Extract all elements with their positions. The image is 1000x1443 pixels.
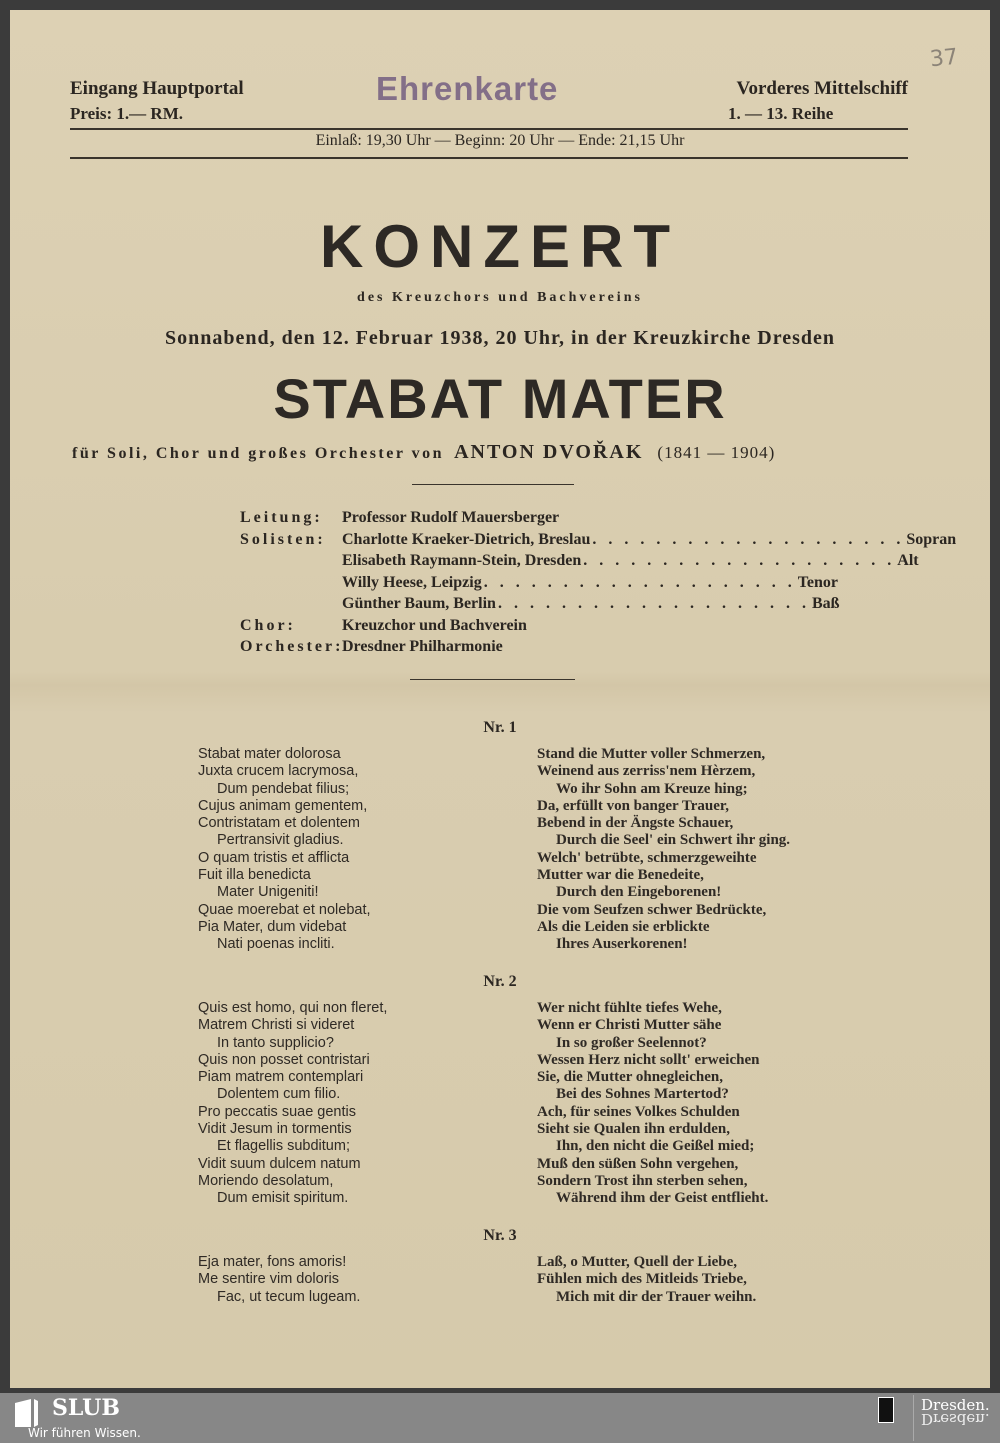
credit-name: Elisabeth Raymann-Stein, Dresden: [342, 552, 582, 569]
verse-line: Dolentem cum filio.: [217, 1086, 341, 1103]
verse-line: Dum emisit spiritum.: [217, 1190, 349, 1207]
instrumentation-line: [72, 441, 775, 464]
credit-name: Charlotte Kraeker-Dietrich, Breslau: [342, 530, 591, 548]
voice-part: Tenor: [797, 573, 838, 591]
verse-line: Mater Unigeniti!: [217, 884, 319, 901]
verse-line: Sondern Trost ihn sterben sehen,: [537, 1172, 748, 1189]
composer-name: ANTON DVOŘAK: [454, 441, 644, 463]
credit-role: Leitung:: [240, 509, 323, 526]
latin-text: [198, 746, 371, 954]
verse-line: Bei des Sohnes Martertod?: [556, 1086, 729, 1103]
dresden-logo-mirror: Dresden.: [921, 1410, 990, 1428]
rows-label: 1. — 13. Reihe: [728, 104, 834, 123]
verse-line: Et flagellis subditum;: [217, 1138, 350, 1155]
credit-role: Solisten:: [240, 530, 326, 548]
ehrenkarte-stamp: Ehrenkarte: [376, 70, 559, 107]
verse-line: Wer nicht fühlte tiefes Wehe,: [537, 1000, 722, 1016]
voice-part: Alt: [897, 552, 919, 569]
verse-line: Ihn, den nicht die Geißel mied;: [556, 1138, 755, 1155]
price-label: Preis: 1.— RM.: [70, 104, 183, 123]
leader-dots: . . . . . . . . . . . . . . . . . . . .: [592, 530, 905, 548]
credit-role: [240, 593, 342, 615]
verse-line: Wo ihr Sohn am Kreuze hing;: [556, 780, 748, 797]
verse-line: Stabat mater dolorosa: [198, 746, 341, 762]
verse-line: Dum pendebat filius;: [217, 780, 350, 797]
verse-line: Da, erfüllt von banger Trauer,: [537, 797, 729, 814]
leader-dots: . . . . . . . . . . . . . . . . . . . .: [497, 595, 810, 612]
divider: [913, 1395, 914, 1441]
credit-entry: [342, 529, 957, 551]
credit-role: Chor:: [240, 616, 296, 634]
verse-line: Stand die Mutter voller Schmerzen,: [537, 746, 766, 762]
verse-line: Mich mit dir der Trauer weihn.: [556, 1288, 757, 1305]
credit-entry: [342, 550, 919, 572]
instrumentation-text: für Soli, Chor und großes Orchester von: [72, 445, 445, 462]
credit-row: [240, 636, 742, 658]
credit-row: [240, 572, 838, 594]
verse-line: Pia Mater, dum videbat: [198, 918, 347, 935]
verse-line: Die vom Seufzen schwer Bedrückte,: [537, 901, 767, 918]
divider: [70, 128, 908, 130]
verse-line: Durch den Eingeborenen!: [556, 884, 722, 901]
verse-line: Moriendo desolatum,: [198, 1172, 334, 1189]
verse-line: Welch' betrübte, schmerzgeweihte: [537, 849, 757, 866]
verse-line: Vidit Jesum in tormentis: [198, 1121, 352, 1138]
divider: [410, 679, 575, 680]
verse-line: Quae moerebat et nolebat,: [198, 901, 371, 918]
latin-text: [198, 1000, 387, 1208]
verse-line: In so großer Seelennot?: [556, 1034, 707, 1051]
verse-line: Vidit suum dulcem natum: [198, 1155, 361, 1172]
credit-row: [240, 529, 957, 551]
verse-line: Eja mater, fons amoris!: [198, 1254, 347, 1270]
verse-line: Fac, ut tecum lugeam.: [217, 1288, 361, 1305]
verse-line: Fuit illa benedicta: [198, 867, 311, 884]
times-line: Einlaß: 19,30 Uhr — Beginn: 20 Uhr — Ende: 21,15 Uhr: [315, 132, 685, 149]
verse-line: Mutter war die Benedeite,: [537, 867, 704, 884]
verse-line: Nati poenas incliti.: [217, 936, 335, 953]
credit-name: Willy Heese, Leipzig: [342, 573, 482, 591]
leader-dots: . . . . . . . . . . . . . . . . . . . .: [483, 573, 796, 591]
verse-line: Pertransivit gladius.: [217, 832, 344, 849]
slub-tagline: Wir führen Wissen.: [28, 1426, 141, 1440]
credit-row: [240, 507, 742, 529]
verse-line: Me sentire vim doloris: [198, 1271, 340, 1288]
credit-role: Orchester:: [240, 638, 344, 655]
divider: [70, 157, 908, 159]
verse-line: Sieht sie Qualen ihn erdulden,: [537, 1121, 730, 1138]
entrance-label: Eingang Hauptportal: [70, 78, 244, 99]
verse-line: Matrem Christi si videret: [198, 1017, 355, 1034]
credits-list: [240, 507, 957, 658]
organizers-line: des Kreuzchors und Bachvereins: [357, 290, 643, 305]
book-icon: [12, 1397, 40, 1429]
credit-role: [240, 550, 342, 572]
section-number: Nr. 1: [483, 719, 517, 736]
section-number: Nr. 2: [483, 973, 517, 990]
verse-line: Juxta crucem lacrymosa,: [198, 763, 359, 780]
verse-line: Ach, für seines Volkes Schulden: [537, 1103, 740, 1120]
verse-line: Contristatam et dolentem: [198, 815, 360, 832]
german-text: [537, 1254, 756, 1306]
credit-entry: [342, 615, 742, 637]
slub-logo[interactable]: SLUB: [52, 1395, 120, 1421]
verse-line: Bebend in der Ängste Schauer,: [537, 815, 734, 832]
verse-line: Piam matrem contemplari: [198, 1069, 364, 1086]
verse-line: Sie, die Mutter ohnegleichen,: [537, 1069, 723, 1086]
seat-area-label: Vorderes Mittelschiff: [736, 78, 908, 99]
credit-row: [240, 615, 742, 637]
verse-line: In tanto supplicio?: [217, 1034, 334, 1051]
voice-part: Sopran: [906, 530, 957, 548]
credit-name: Günther Baum, Berlin: [342, 595, 496, 612]
verse-line: Pro peccatis suae gentis: [198, 1103, 356, 1120]
verse-line: Während ihm der Geist entflieht.: [556, 1190, 769, 1207]
credit-row: [240, 550, 919, 572]
verse-line: Quis non posset contristari: [198, 1051, 370, 1068]
leader-dots: . . . . . . . . . . . . . . . . . . . .: [583, 552, 896, 569]
verse-line: Als die Leiden sie erblickte: [537, 918, 710, 935]
german-text: [537, 746, 790, 954]
voice-part: Baß: [811, 595, 840, 612]
latin-text: [198, 1254, 360, 1306]
verse-line: Cujus animam gementem,: [198, 797, 368, 814]
credit-name: Dresdner Philharmonie: [342, 638, 503, 655]
dresden-logo[interactable]: Dresden.: [921, 1396, 990, 1414]
credit-name: Professor Rudolf Mauersberger: [342, 509, 560, 526]
verse-line: Fühlen mich des Mitleids Triebe,: [537, 1271, 747, 1288]
credit-name: Kreuzchor und Bachverein: [342, 616, 527, 634]
verse-line: Durch die Seel' ein Schwert ihr ging.: [556, 832, 791, 849]
german-text: [537, 1000, 768, 1208]
verse-line: Laß, o Mutter, Quell der Liebe,: [537, 1254, 737, 1270]
credit-role: [240, 572, 342, 594]
credit-entry: [342, 593, 840, 615]
verse-line: Muß den süßen Sohn vergehen,: [537, 1155, 739, 1172]
verse-line: O quam tristis et afflicta: [198, 849, 350, 866]
divider: [412, 484, 574, 485]
verse-line: Wenn er Christi Mutter sähe: [537, 1017, 722, 1034]
credit-entry: [342, 636, 742, 658]
dresden-coat-of-arms-icon: [878, 1397, 894, 1423]
verse-line: Quis est homo, qui non fleret,: [198, 1000, 388, 1016]
pencil-number: 37: [928, 44, 960, 73]
credit-row: [240, 593, 840, 615]
concert-title: KONZERT: [320, 213, 680, 280]
credit-entry: [342, 507, 742, 529]
date-location-line: Sonnabend, den 12. Februar 1938, 20 Uhr, in der Kreuzkirche Dresden: [164, 327, 836, 349]
credit-entry: [342, 572, 838, 594]
verse-line: Ihres Auserkorenen!: [556, 936, 688, 953]
section-number: Nr. 3: [483, 1227, 517, 1244]
work-title: STABAT MATER: [273, 367, 727, 430]
footer-bar: [0, 1393, 1000, 1443]
verse-line: Weinend aus zerriss'nem Hèrzem,: [537, 763, 756, 780]
verse-line: Wessen Herz nicht sollt' erweichen: [537, 1051, 760, 1068]
composer-years: (1841 — 1904): [657, 443, 776, 462]
